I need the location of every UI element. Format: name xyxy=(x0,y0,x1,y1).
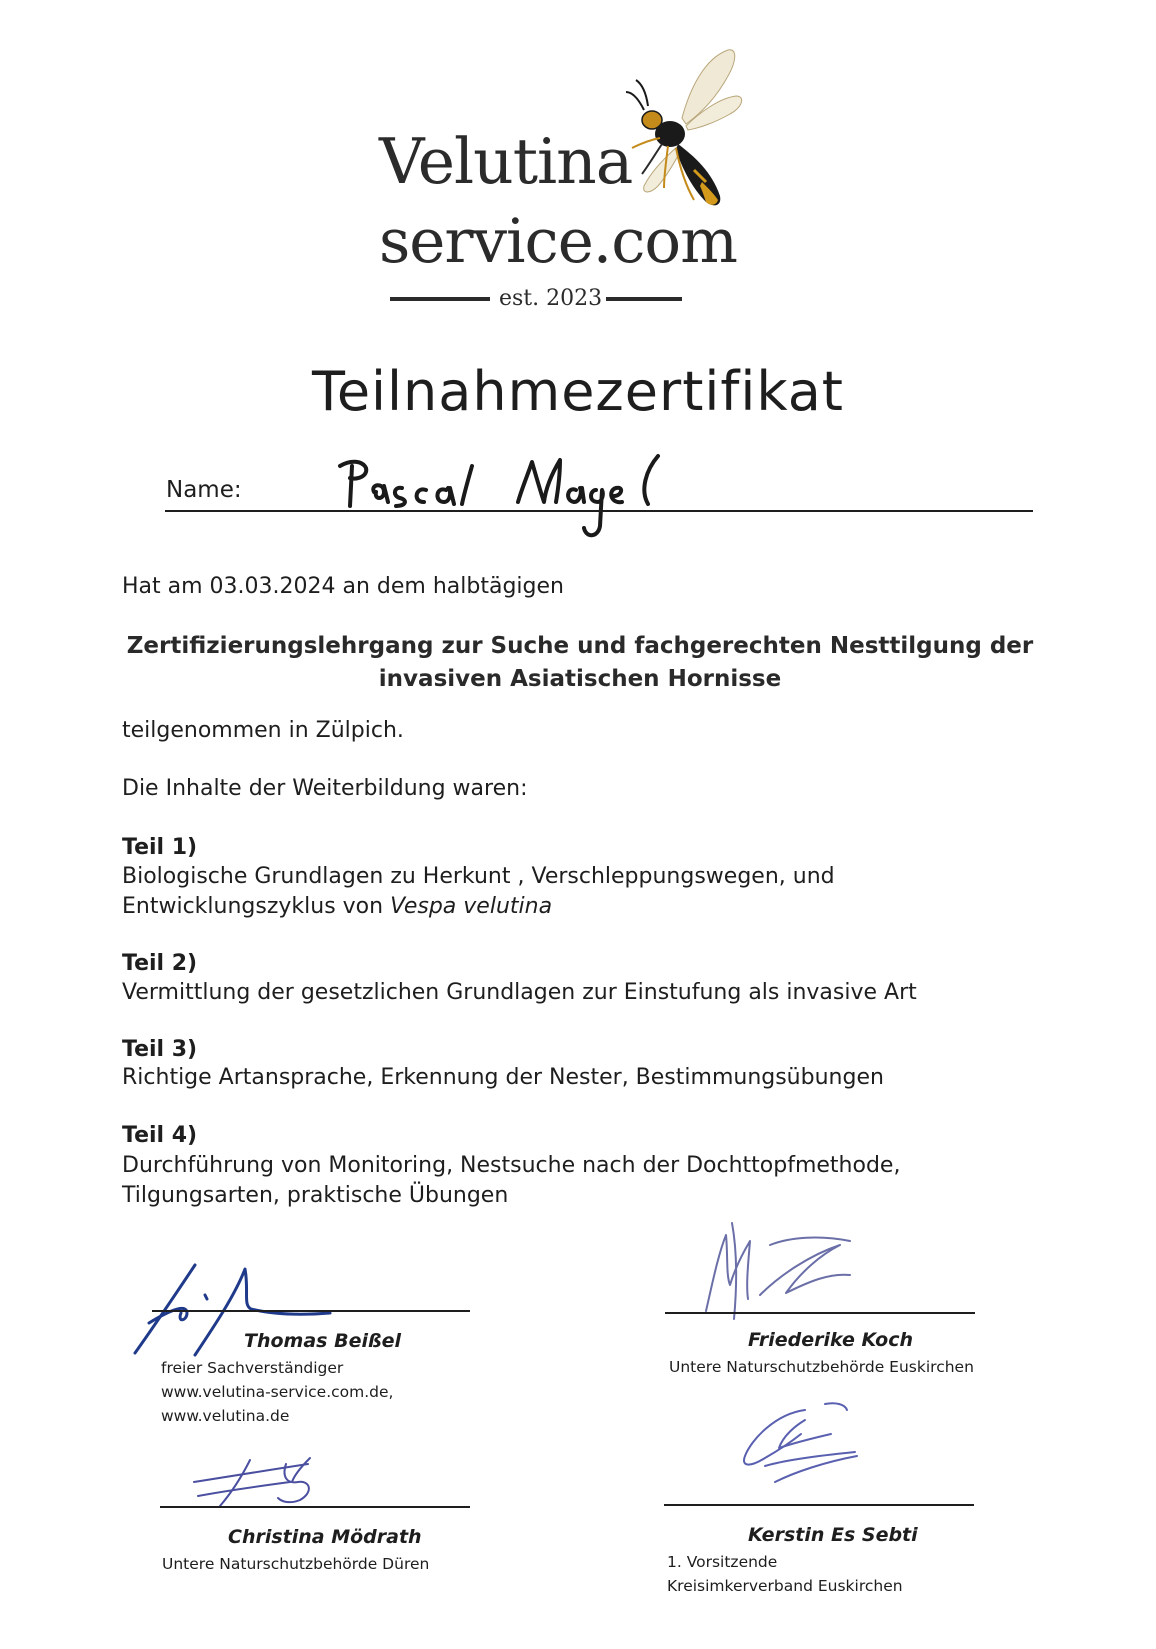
hornet-icon xyxy=(620,48,750,228)
signature-christina-moedrath xyxy=(190,1452,350,1512)
contents-intro: Die Inhalte der Weiterbildung waren: xyxy=(122,776,528,801)
logo-line-velutina: Velutina xyxy=(379,125,633,198)
signatory-2-role xyxy=(669,1355,974,1379)
velutina-logo xyxy=(370,40,790,320)
participant-name-handwriting xyxy=(330,446,710,546)
part-4-line1: Durchführung von Monitoring, Nestsuche nach der Dochttopfmethode, xyxy=(122,1153,901,1178)
signatory-2-name: Friederike Koch xyxy=(748,1329,914,1351)
part-1-line2-prefix: Entwicklungszyklus von xyxy=(122,894,391,919)
signatory-3-role-line1: Untere Naturschutzbehörde Düren xyxy=(162,1555,430,1573)
signature-line-3 xyxy=(160,1506,470,1508)
part-2-heading: Teil 2) xyxy=(122,951,198,976)
name-label: Name: xyxy=(166,477,242,503)
species-name: Vespa velutina xyxy=(390,894,553,919)
part-4-heading: Teil 4) xyxy=(122,1123,198,1148)
part-1-text xyxy=(122,862,982,922)
signature-line-1 xyxy=(152,1310,470,1312)
course-title-line2: invasiven Asiatischen Hornisse xyxy=(378,666,782,692)
signatory-2-role-line1: Untere Naturschutzbehörde Euskirchen xyxy=(669,1358,974,1376)
signature-line-2 xyxy=(665,1312,975,1314)
certificate-title: Teilnahmezertifikat xyxy=(312,360,844,423)
signatory-4-role-line2: Kreisimkerverband Euskirchen xyxy=(667,1577,903,1595)
location-text: teilgenommen in Zülpich. xyxy=(122,718,404,743)
part-1-line2 xyxy=(122,892,982,922)
part-1-line1: Biologische Grundlagen zu Herkunt , Verschleppungswegen, und xyxy=(122,864,835,889)
signatory-4-role xyxy=(667,1550,903,1598)
signatory-1-role-line2: www.velutina-service.com.de, xyxy=(161,1383,394,1401)
signatory-1-name: Thomas Beißel xyxy=(244,1330,402,1352)
logo-rule-left xyxy=(390,297,490,301)
course-title-line1: Zertifizierungslehrgang zur Suche und fachgerechten Nesttilgung der xyxy=(126,633,1034,659)
part-4-line2: Tilgungsarten, praktische Übungen xyxy=(122,1183,509,1208)
signatory-4-name: Kerstin Es Sebti xyxy=(748,1524,918,1546)
signatory-1-role-line3: www.velutina.de xyxy=(161,1407,290,1425)
part-3-text: Richtige Artansprache, Erkennung der Nester, Bestimmungsübungen xyxy=(122,1065,884,1090)
signatory-3-role xyxy=(162,1552,429,1576)
signatory-1-role xyxy=(161,1356,393,1428)
part-3-heading: Teil 3) xyxy=(122,1037,198,1062)
intro-text: Hat am 03.03.2024 an dem halbtägigen xyxy=(122,574,564,599)
logo-line-service: service.com xyxy=(379,206,737,277)
signatory-3-name: Christina Mödrath xyxy=(228,1526,422,1548)
part-2-text: Vermittlung der gesetzlichen Grundlagen zur Einstufung als invasive Art xyxy=(122,980,917,1005)
logo-rule-right xyxy=(606,297,682,301)
course-title xyxy=(110,630,1050,696)
part-1-heading: Teil 1) xyxy=(122,835,198,860)
signature-kerstin-es-sebti xyxy=(735,1400,895,1500)
part-4-text xyxy=(122,1151,982,1211)
logo-est: est. 2023 xyxy=(499,286,603,311)
signature-line-4 xyxy=(664,1504,974,1506)
signature-friederike-koch xyxy=(690,1215,890,1325)
name-underline xyxy=(165,510,1033,512)
signatory-4-role-line1: 1. Vorsitzende xyxy=(667,1553,778,1571)
signatory-1-role-line1: freier Sachverständiger xyxy=(161,1359,344,1377)
